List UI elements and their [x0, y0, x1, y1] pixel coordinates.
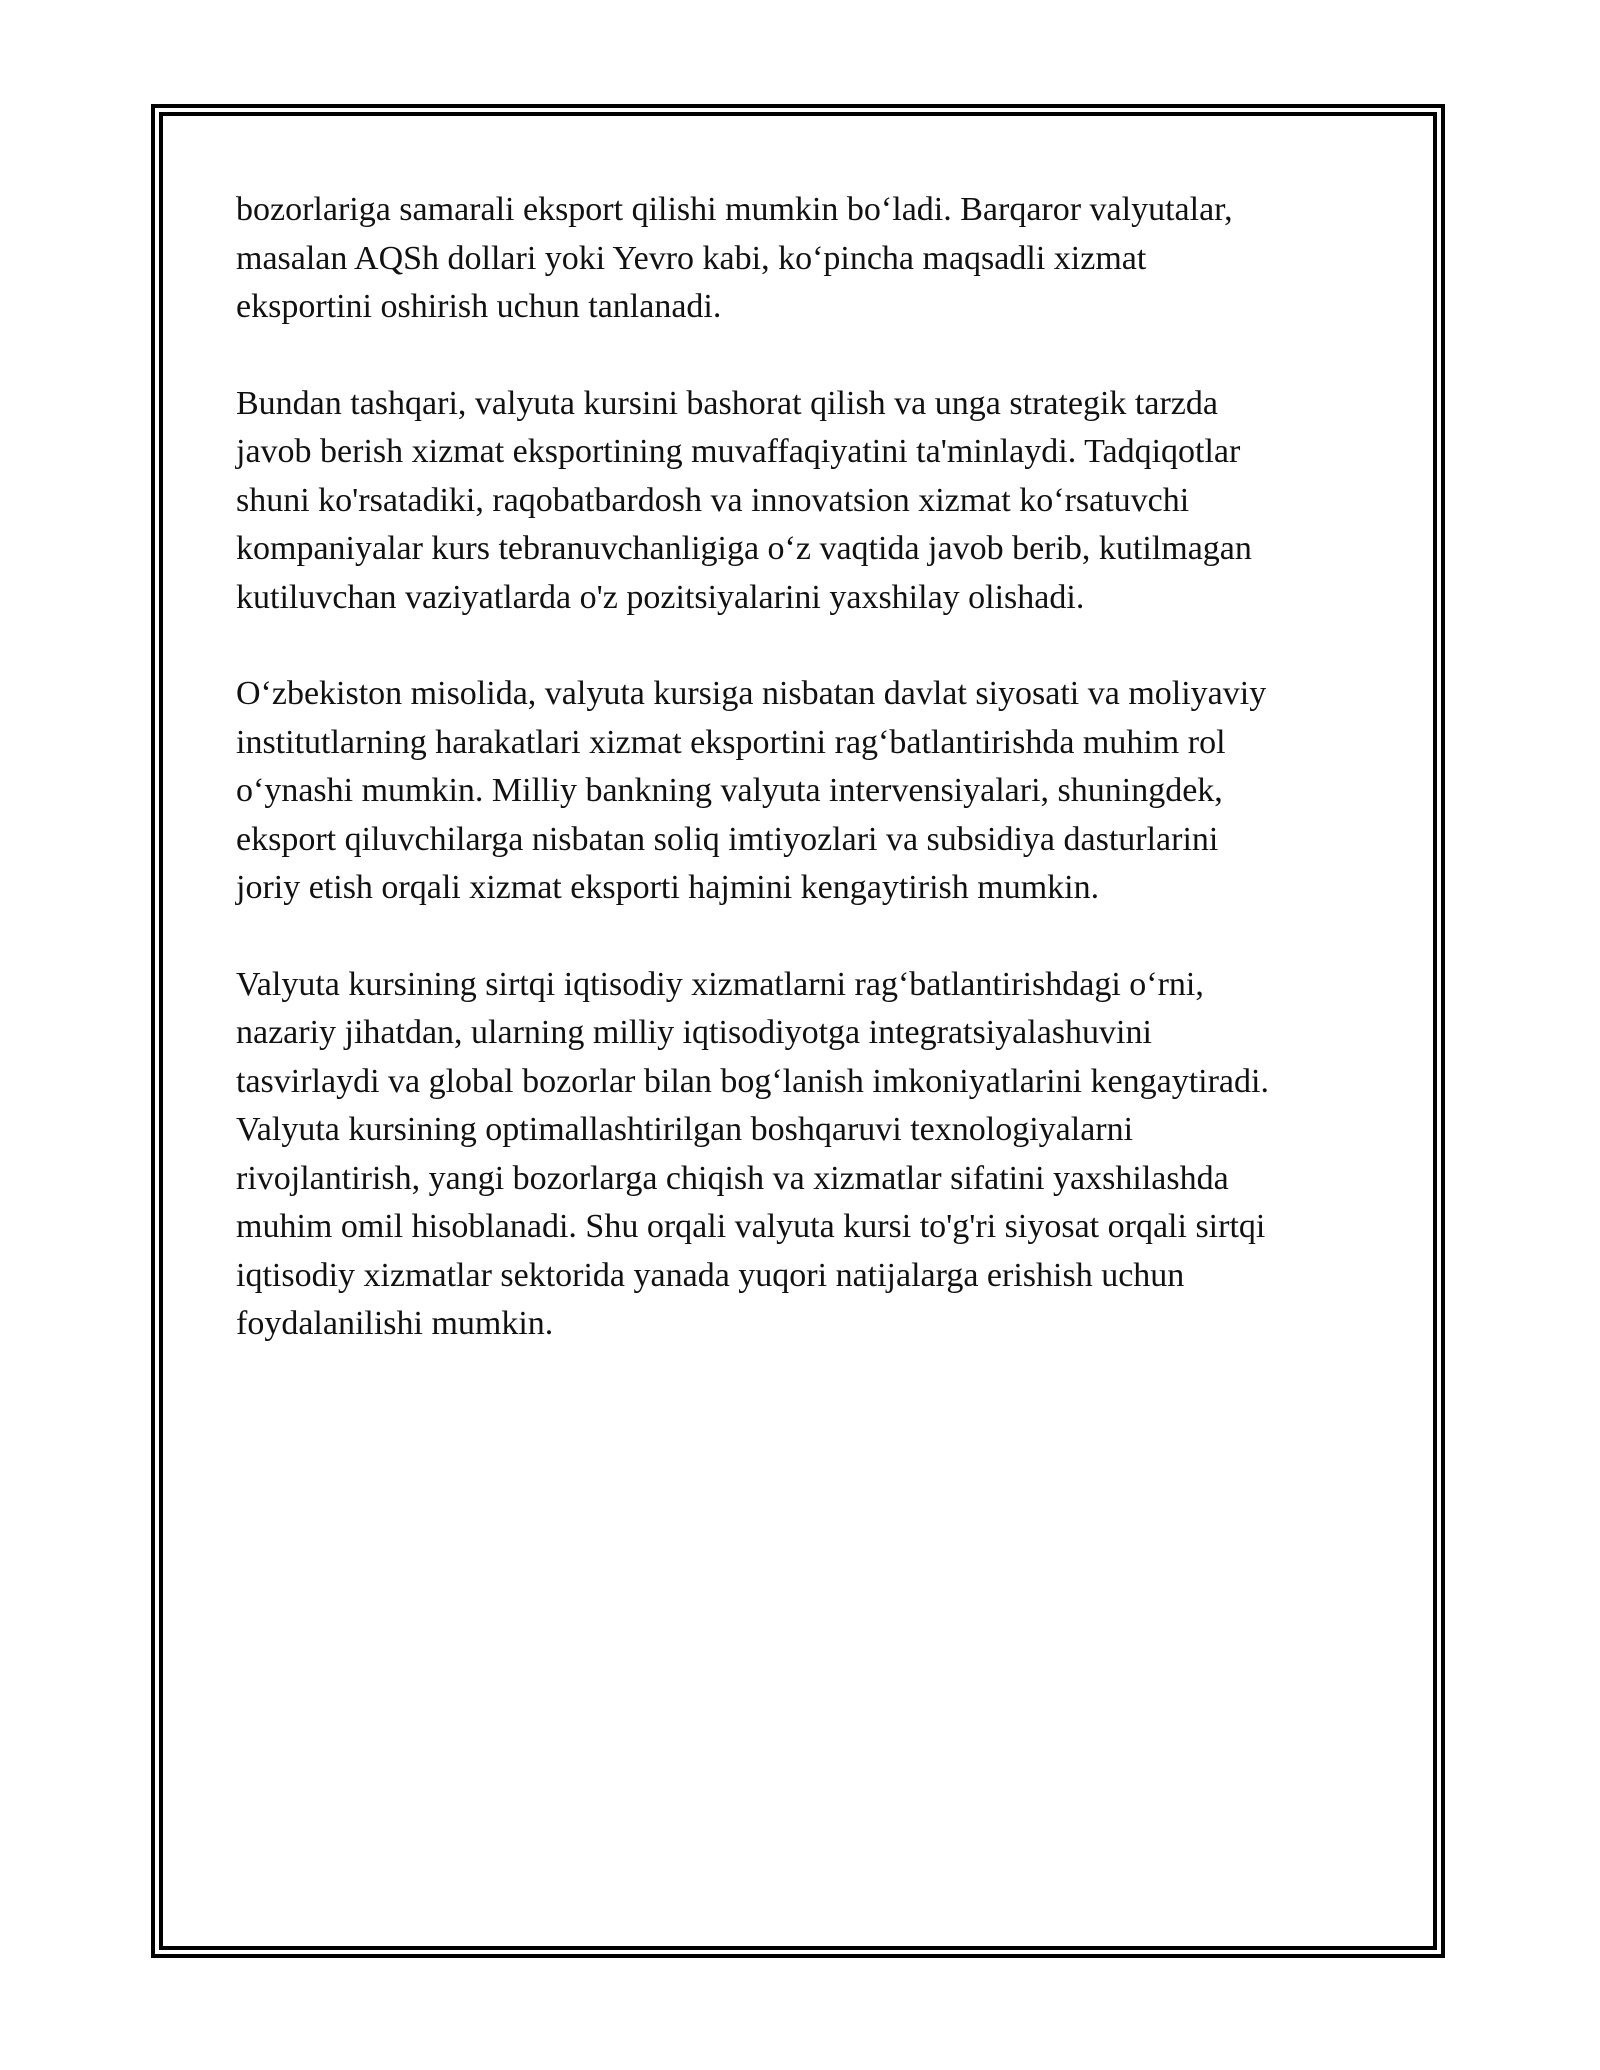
paragraph-2: Bundan tashqari, valyuta kursini bashorat qilish va unga strategik tarzda javob berish xizmat eksportining muvaffaqiyatini ta'minlaydi. Tadqiqotlar shuni ko'rsatadiki, raqobatbardosh va innovatsion xizmat ko‘rsatuvchi kompaniyalar kurs tebranuvchanligiga o‘z vaqtida javob berib, kutilmagan kutiluvchan vaziyatlarda o'z pozitsiyalarini yaxshilay olishadi. [236, 384, 1252, 616]
paragraph-3: O‘zbekiston misolida, valyuta kursiga nisbatan davlat siyosati va moliyaviy institutlarning harakatlari xizmat eksportini rag‘batlantirishda muhim rol o‘ynashi mumkin. Milliy bankning valyuta intervensiyalari, shuningdek, eksport qiluvchilarga nisbatan soliq imtiyozlari va subsidiya dasturlarini joriy etish orqali xizmat eksporti hajmini kengaytirish mumkin. [236, 675, 1267, 906]
paragraph-4: Valyuta kursining sirtqi iqtisodiy xizmatlarni rag‘batlantirishdagi o‘rni, nazariy jihatdan, ularning milliy iqtisodiyotga integratsiyalashuvini tasvirlaydi va global bozorlar bilan bog‘lanish imkoniyatlarini kengaytiradi. Valyuta kursining optimallashtirilgan boshqaruvi texnologiyalarni rivojlantirish, yangi bozorlarga chiqish va xizmatlar sifatini yaxshilashda muhim omil hisoblanadi. Shu orqali valyuta kursi to'g'ri siyosat orqali sirtqi iqtisodiy xizmatlar sektorida yanada yuqori natijalarga erishish uchun foydalanilishi mumkin. [236, 965, 1269, 1342]
paragraph-1: bozorlariga samarali eksport qilishi mumkin bo‘ladi. Barqaror valyutalar, masalan AQSh dollari yoki Yevro kabi, ko‘pincha maqsadli xizmat eksportini oshirish uchun tanlanadi. [236, 191, 1233, 325]
document-body [236, 186, 1356, 1397]
